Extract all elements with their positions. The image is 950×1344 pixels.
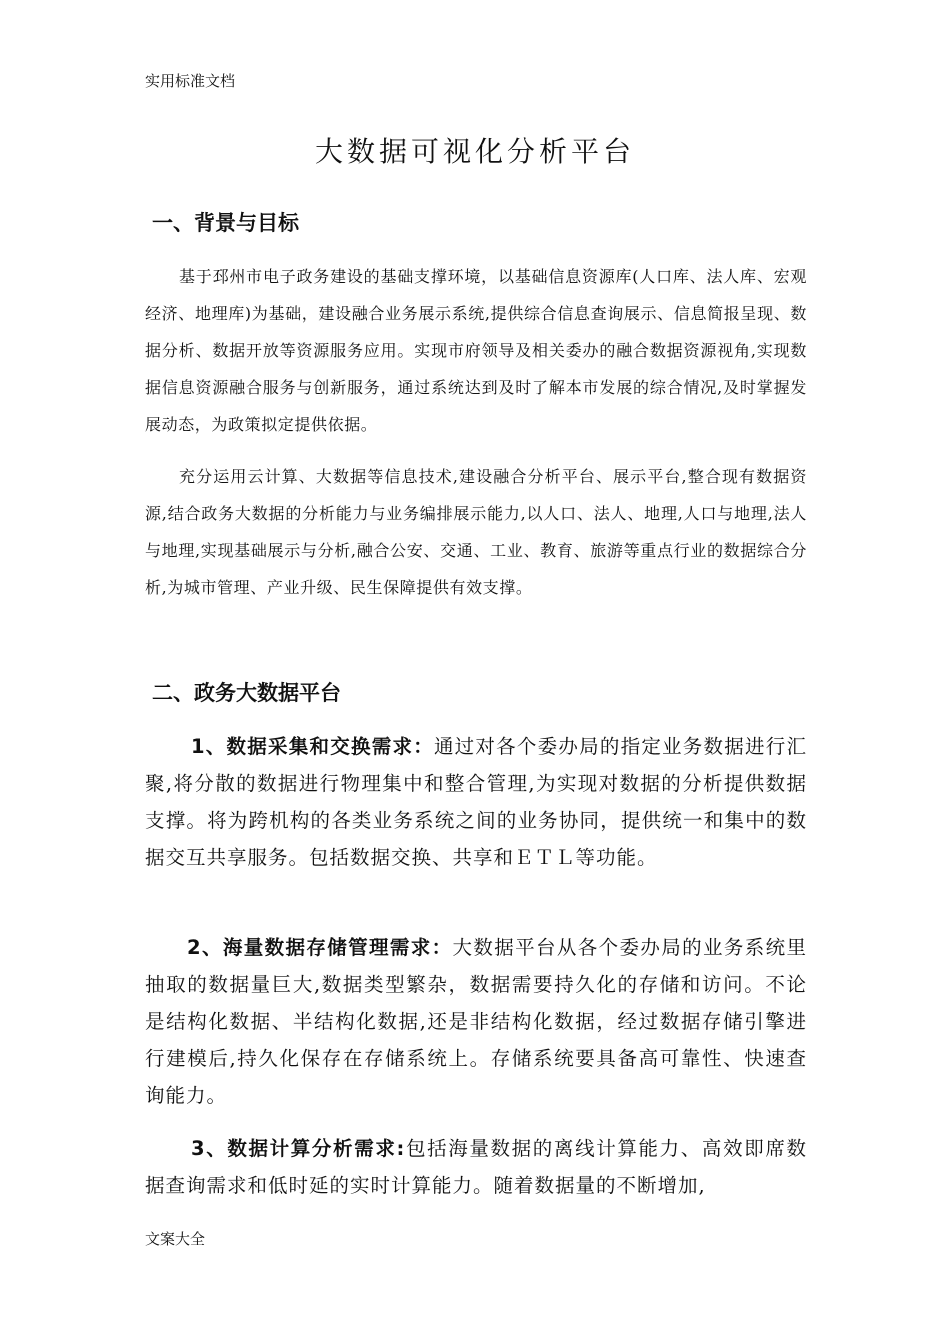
item-1-text: 通过对各个委办局的指定业务数据进行汇聚,将分散的数据进行物理集中和整合管理,为实现对数据的分析提供数据支撑。将为跨机构的各类业务系统之间的业务协同，提供统一和集中的数据交互共享服务。包括数据交换、共享和ＥＴＬ等功能。: [145, 735, 807, 869]
item-2-lead: 2、海量数据存储管理需求：: [187, 936, 453, 959]
section-heading-2: 二、政务大数据平台: [152, 681, 341, 705]
page-footer: 文案大全: [145, 1230, 206, 1248]
section-2-item-2: [145, 929, 807, 1114]
section-2-item-3: [145, 1130, 807, 1204]
item-3-lead: 3、数据计算分析需求:: [191, 1137, 406, 1160]
item-1-lead: 1、数据采集和交换需求：: [191, 735, 434, 758]
section-1-paragraph-2: 充分运用云计算、大数据等信息技术,建设融合分析平台、展示平台,整合现有数据资源,结合政务大数据的分析能力与业务编排展示能力,以人口、法人、地理,人口与地理,法人与地理,实现基础展示与分析,融合公安、交通、工业、教育、旅游等重点行业的数据综合分析,为城市管理、产业升级、民生保障提供有效支撑。: [145, 467, 807, 597]
item-2-text: 大数据平台从各个委办局的业务系统里抽取的数据量巨大,数据类型繁杂，数据需要持久化的存储和访问。不论是结构化数据、半结构化数据,还是非结构化数据，经过数据存储引擎进行建模后,持久化保存在存储系统上。存储系统要具备高可靠性、快速查询能力。: [145, 936, 807, 1107]
document-title: 大数据可视化分析平台: [314, 135, 635, 168]
section-2-item-1: [145, 728, 807, 876]
item-3-text: 包括海量数据的离线计算能力、高效即席数据查询需求和低时延的实时计算能力。随着数据量的不断增加,: [145, 1137, 807, 1197]
page-header: 实用标准文档: [145, 72, 236, 90]
section-1-paragraph-1: 基于邳州市电子政务建设的基础支撑环境，以基础信息资源库(人口库、法人库、宏观经济、地理库)为基础，建设融合业务展示系统,提供综合信息查询展示、信息简报呈现、数据分析、数据开放等资源服务应用。实现市府领导及相关委办的融合数据资源视角,实现数据信息资源融合服务与创新服务，通过系统达到及时了解本市发展的综合情况,及时掌握发展动态，为政策拟定提供依据。: [145, 267, 807, 434]
section-heading-1: 一、背景与目标: [152, 211, 299, 235]
